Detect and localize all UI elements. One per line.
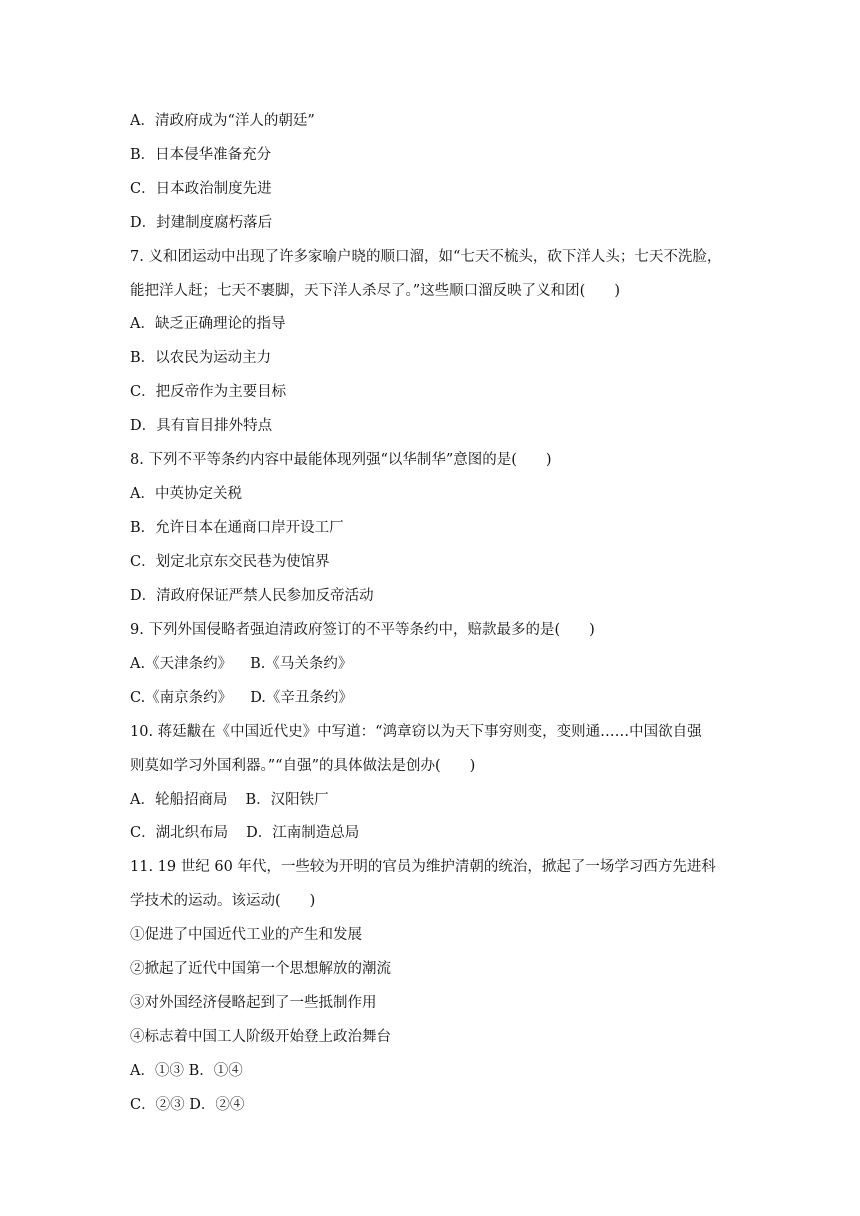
q6-option-c: C．日本政治制度先进 [130,181,272,197]
q9-option-a: A.《天津条约》 [130,656,233,672]
q8-option-c: C．划定北京东交民巷为使馆界 [130,554,330,570]
q11-options-ab: A．①③ B．①④ [130,1063,243,1079]
q9-options-cd [130,688,740,708]
q9-option-d: D.《辛丑条约》 [250,690,353,706]
q11-item-1: ①促进了中国近代工业的产生和发展 [130,927,362,943]
q6-option-a: A．清政府成为“洋人的朝廷” [130,113,315,129]
q7-option-b: B．以农民为运动主力 [130,350,272,366]
q9-option-b: B.《马关条约》 [250,656,353,672]
q7-option-d: D．具有盲目排外特点 [130,418,273,434]
q10-stem-line1: 10. 蒋廷黻在《中国近代史》中写道：“鸿章窃以为天下事穷则变，变则通……中国欲自强 [130,724,702,740]
q11-item-2: ②掀起了近代中国第一个思想解放的潮流 [130,961,391,977]
q8-option-b: B．允许日本在通商口岸开设工厂 [130,520,344,536]
q10-option-d: D．江南制造总局 [246,825,360,841]
q7-option-a: A．缺乏正确理论的指导 [130,316,286,332]
q8-option-a: A．中英协定关税 [130,486,242,502]
q11-stem-line1: 11. 19 世纪 60 年代，一些较为开明的官员为维护清朝的统治，掀起了一场学习西方先进科 [130,859,716,875]
q10-options-cd [130,823,740,843]
q7-stem-line2: 能把洋人赶；七天不裹脚，天下洋人杀尽了。”这些顺口溜反映了义和团( ) [130,283,620,299]
q10-option-b: B．汉阳铁厂 [245,792,329,808]
q11-item-4: ④标志着中国工人阶级开始登上政治舞台 [130,1029,391,1045]
q8-option-d: D．清政府保证严禁人民参加反帝活动 [130,588,374,604]
q10-option-a: A．轮船招商局 [130,792,228,808]
q10-stem-line2: 则莫如学习外国利器。”“自强”的具体做法是创办( ) [130,758,476,774]
q9-options-ab [130,654,740,674]
q8-stem: 8. 下列不平等条约内容中最能体现列强“以华制华”意图的是( ) [130,452,552,468]
q9-stem: 9. 下列外国侵略者强迫清政府签订的不平等条约中，赔款最多的是( ) [130,622,595,638]
q10-options-ab [130,790,740,810]
q10-option-c: C．湖北织布局 [130,825,229,841]
q11-item-3: ③对外国经济侵略起到了一些抵制作用 [130,995,377,1011]
q6-option-d: D．封建制度腐朽落后 [130,215,273,231]
q9-option-c: C.《南京条约》 [130,690,233,706]
q11-options-cd: C．②③ D．②④ [130,1097,245,1113]
q7-option-c: C．把反帝作为主要目标 [130,384,287,400]
q6-option-b: B．日本侵华准备充分 [130,147,272,163]
q11-stem-line2: 学技术的运动。该运动( ) [130,893,316,909]
q7-stem-line1: 7. 义和团运动中出现了许多家喻户晓的顺口溜，如“七天不梳头，砍下洋人头；七天不洗脸， [130,249,722,265]
